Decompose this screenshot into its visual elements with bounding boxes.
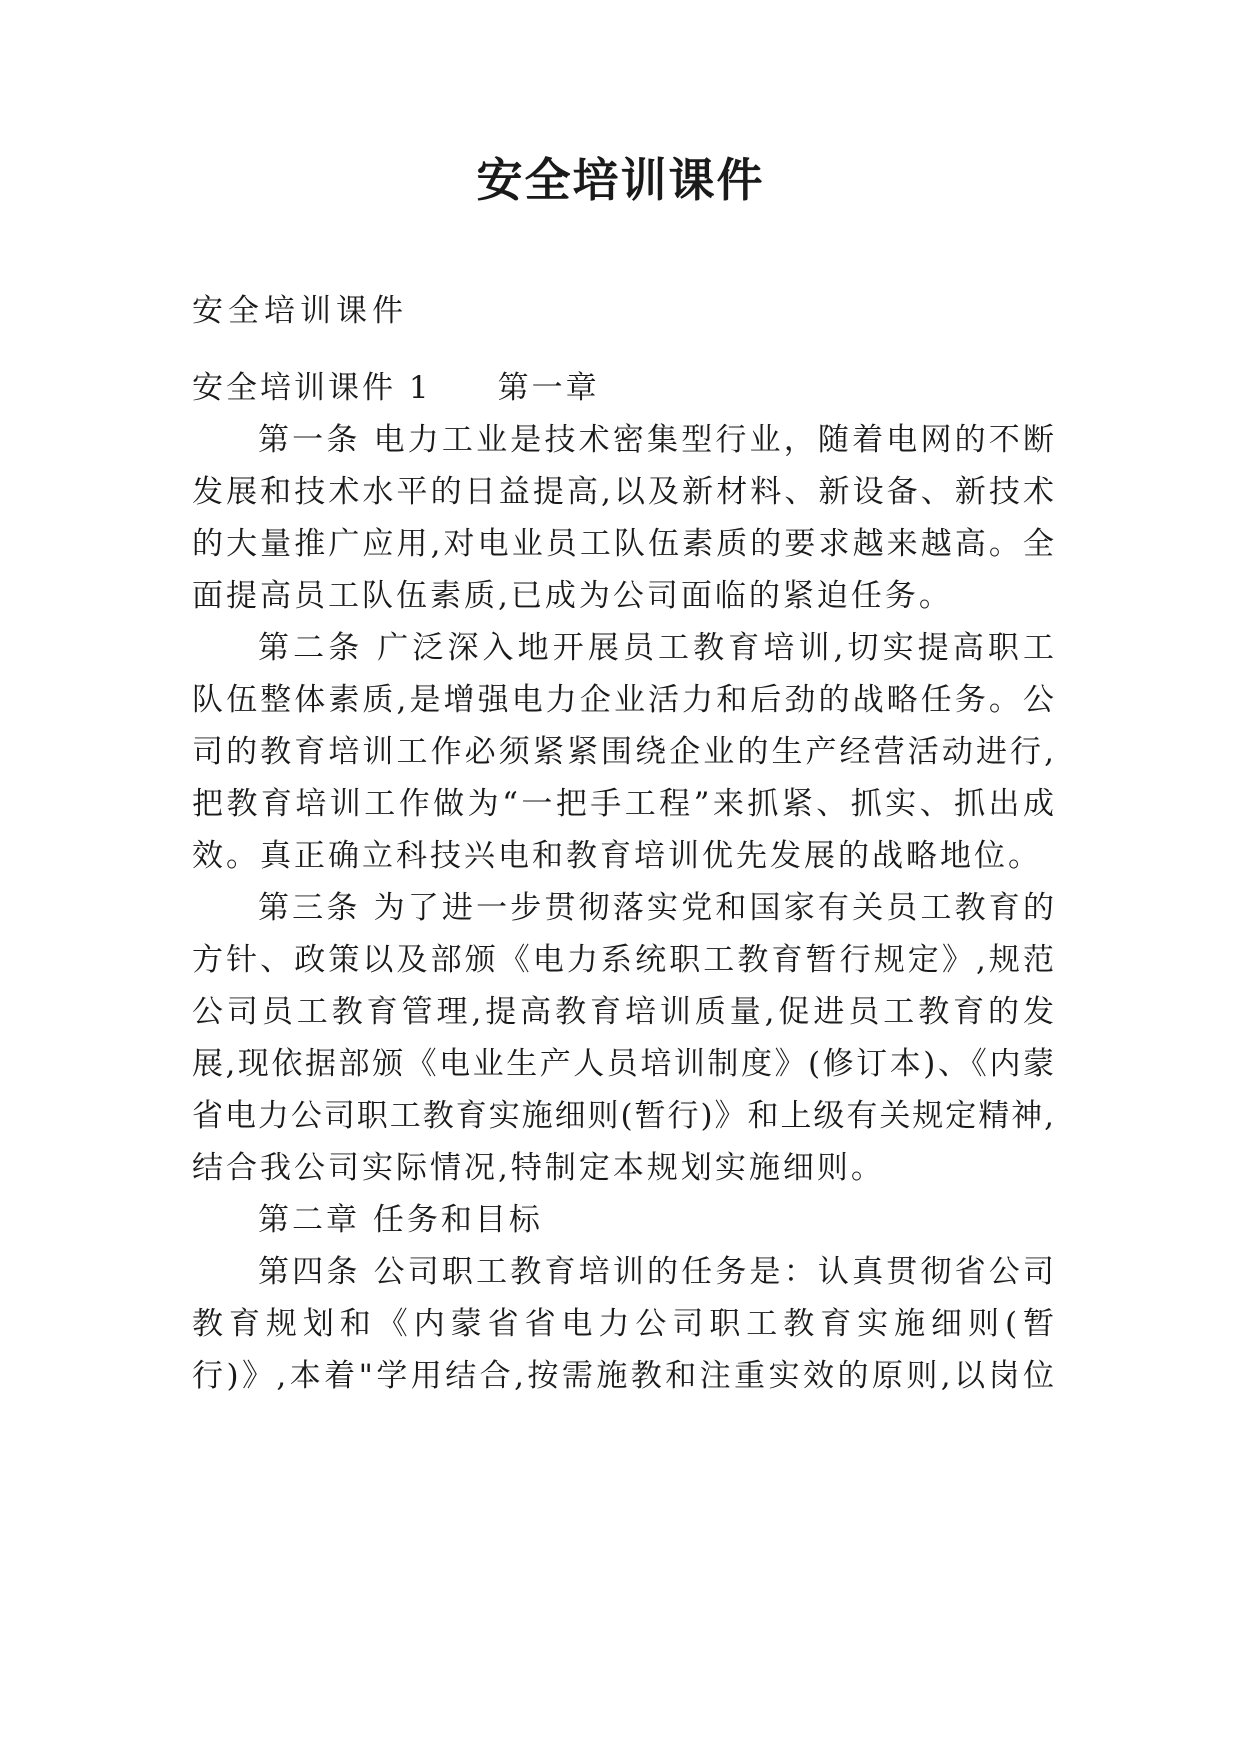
body-line: 发展和技术水平的日益提高,以及新材料、新设备、新技术 [192,474,1054,510]
chapter-two-heading: 第二章 任务和目标 [258,1202,543,1238]
body-line: 结合我公司实际情况,特制定本规划实施细则。 [192,1150,885,1186]
body-line: 的大量推广应用,对电业员工队伍素质的要求越来越高。全 [192,526,1054,562]
body-line: 第二条 广泛深入地开展员工教育培训,切实提高职工 [258,630,1054,666]
section-heading [192,368,600,408]
body-line: 展,现依据部颁《电业生产人员培训制度》(修订本)、《内蒙 [192,1046,1054,1082]
body-line: 把教育培训工作做为“一把手工程”来抓紧、抓实、抓出成 [192,786,1054,822]
body-line: 效。真正确立科技兴电和教育培训优先发展的战略地位。 [192,838,1042,874]
chapter-heading: 第一章 [497,370,600,406]
body-line: 行)》,本着"学用结合,按需施教和注重实效的原则,以岗位 [192,1358,1054,1394]
body-line: 方针、政策以及部颁《电力系统职工教育暂行规定》,规范 [192,942,1054,978]
body-line: 司的教育培训工作必须紧紧围绕企业的生产经营活动进行, [192,734,1054,770]
body-line: 第四条 公司职工教育培训的任务是：认真贯彻省公司 [258,1254,1054,1290]
section-heading-label: 安全培训课件 1 [192,370,432,406]
body-line: 面提高员工队伍素质,已成为公司面临的紧迫任务。 [192,578,953,614]
body-line: 教育规划和《内蒙省省电力公司职工教育实施细则(暂 [192,1306,1054,1342]
document-subtitle: 安全培训课件 [192,293,408,329]
body-line: 公司员工教育管理,提高教育培训质量,促进员工教育的发 [192,994,1054,1030]
body-line: 第一条 电力工业是技术密集型行业，随着电网的不断 [258,422,1054,458]
body-line: 第三条 为了进一步贯彻落实党和国家有关员工教育的 [258,890,1054,926]
body-line: 队伍整体素质,是增强电力企业活力和后劲的战略任务。公 [192,682,1054,718]
body-line: 省电力公司职工教育实施细则(暂行)》和上级有关规定精神, [192,1098,1054,1134]
document-title: 安全培训课件 [476,153,765,207]
